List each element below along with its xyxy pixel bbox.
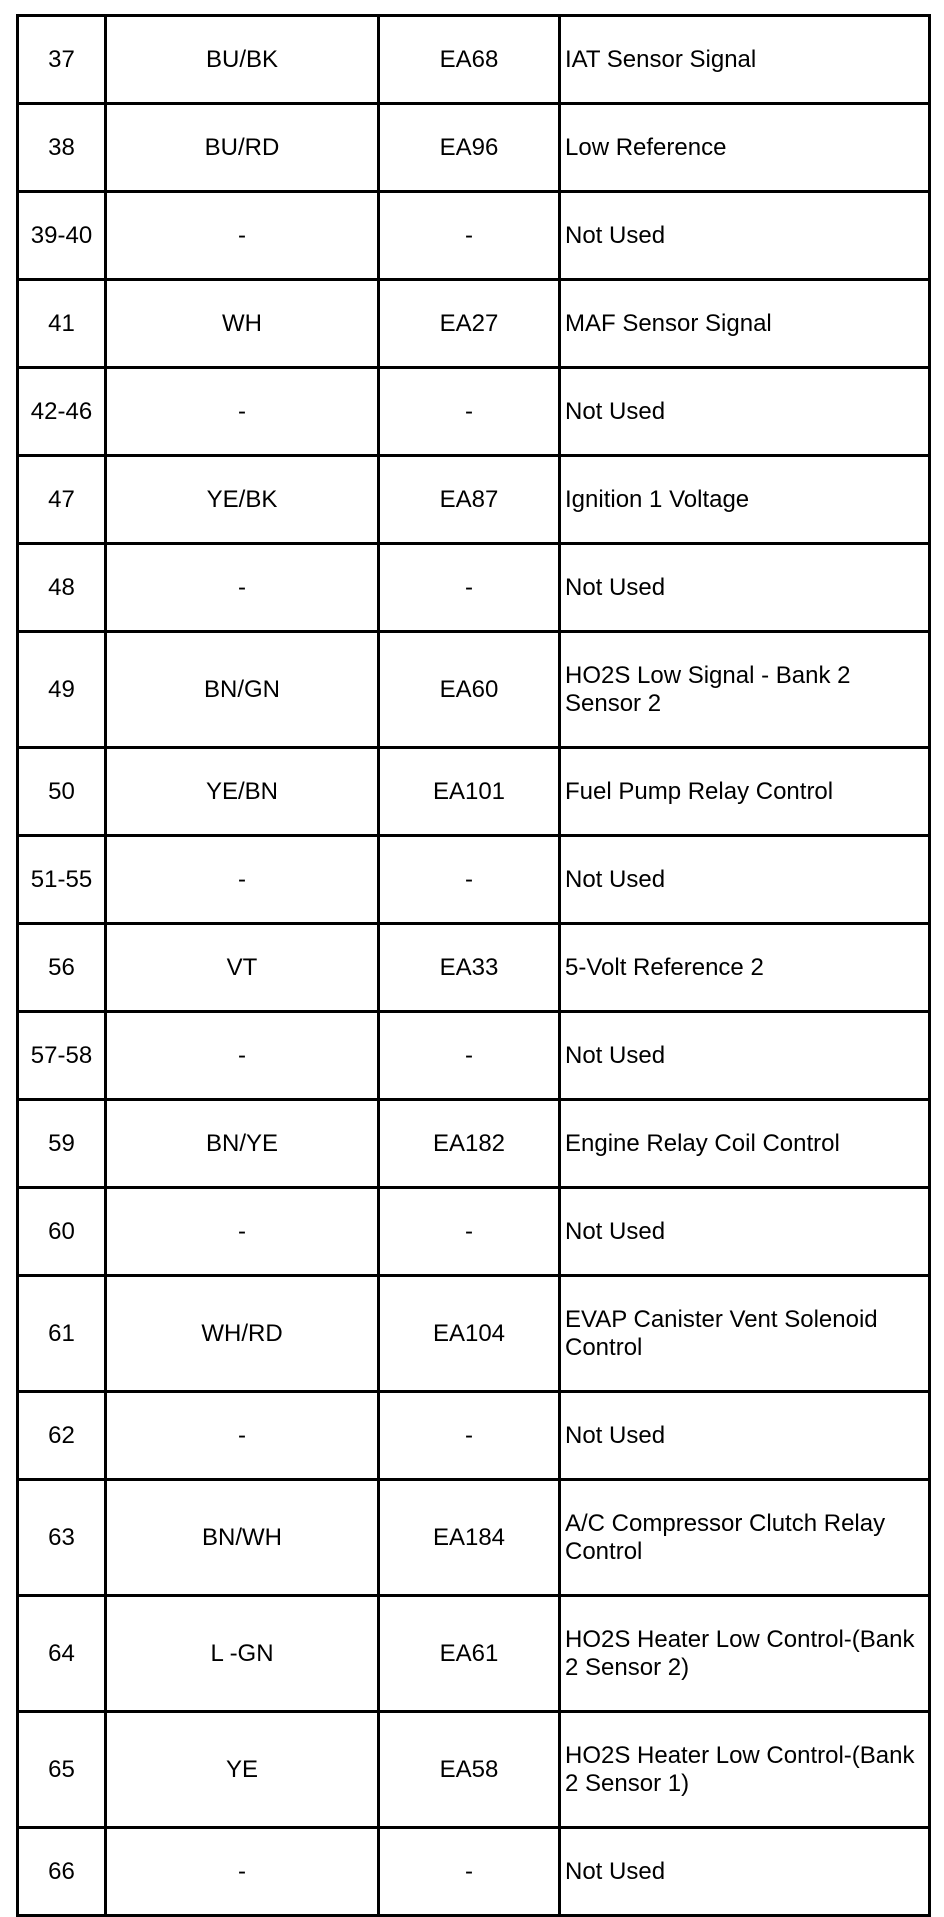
function-cell: Not Used [560,368,930,456]
pin-number-cell: 61 [18,1276,106,1392]
table-row [18,748,930,836]
circuit-number-cell: EA58 [379,1712,560,1828]
wire-color-cell: BU/RD [106,104,379,192]
circuit-number-cell: EA96 [379,104,560,192]
pin-number-cell: 60 [18,1188,106,1276]
wire-color-cell: - [106,1392,379,1480]
table-row [18,836,930,924]
function-cell: Not Used [560,1012,930,1100]
pin-number-cell: 42-46 [18,368,106,456]
wire-color-cell: BN/WH [106,1480,379,1596]
function-cell: Not Used [560,1392,930,1480]
circuit-number-cell: - [379,192,560,280]
function-cell: Not Used [560,544,930,632]
circuit-number-cell: EA33 [379,924,560,1012]
function-cell: Fuel Pump Relay Control [560,748,930,836]
function-cell: IAT Sensor Signal [560,16,930,104]
table-row [18,192,930,280]
pin-number-cell: 37 [18,16,106,104]
pin-number-cell: 59 [18,1100,106,1188]
table-row [18,1188,930,1276]
function-cell: MAF Sensor Signal [560,280,930,368]
table-row [18,16,930,104]
wire-color-cell: BN/GN [106,632,379,748]
function-cell: HO2S Low Signal - Bank 2 Sensor 2 [560,632,930,748]
function-cell: Engine Relay Coil Control [560,1100,930,1188]
function-cell: Not Used [560,1188,930,1276]
circuit-number-cell: - [379,1828,560,1916]
table-row [18,1712,930,1828]
pin-number-cell: 64 [18,1596,106,1712]
table-row [18,1828,930,1916]
pin-number-cell: 49 [18,632,106,748]
circuit-number-cell: - [379,836,560,924]
circuit-number-cell: EA104 [379,1276,560,1392]
pin-number-cell: 48 [18,544,106,632]
table-row [18,924,930,1012]
pin-number-cell: 39-40 [18,192,106,280]
pin-number-cell: 56 [18,924,106,1012]
table-row [18,456,930,544]
circuit-number-cell: - [379,1012,560,1100]
wire-color-cell: YE/BN [106,748,379,836]
wire-color-cell: WH [106,280,379,368]
pin-number-cell: 47 [18,456,106,544]
circuit-number-cell: - [379,1392,560,1480]
table-row [18,1100,930,1188]
circuit-number-cell: EA101 [379,748,560,836]
circuit-number-cell: - [379,368,560,456]
circuit-number-cell: EA27 [379,280,560,368]
function-cell: Not Used [560,192,930,280]
table-row [18,544,930,632]
function-cell: Ignition 1 Voltage [560,456,930,544]
circuit-number-cell: EA61 [379,1596,560,1712]
pin-number-cell: 62 [18,1392,106,1480]
wire-color-cell: - [106,1012,379,1100]
pin-number-cell: 63 [18,1480,106,1596]
circuit-number-cell: EA60 [379,632,560,748]
wire-color-cell: WH/RD [106,1276,379,1392]
table-row [18,280,930,368]
circuit-number-cell: EA184 [379,1480,560,1596]
pin-number-cell: 65 [18,1712,106,1828]
table-row [18,368,930,456]
wire-color-cell: - [106,1188,379,1276]
function-cell: Not Used [560,836,930,924]
table-row [18,1276,930,1392]
pin-number-cell: 57-58 [18,1012,106,1100]
pin-number-cell: 66 [18,1828,106,1916]
table-row [18,632,930,748]
circuit-number-cell: - [379,1188,560,1276]
circuit-number-cell: EA182 [379,1100,560,1188]
wire-color-cell: - [106,192,379,280]
wire-color-cell: YE/BK [106,456,379,544]
pin-number-cell: 51-55 [18,836,106,924]
wire-color-cell: L -GN [106,1596,379,1712]
function-cell: HO2S Heater Low Control-(Bank 2 Sensor 1) [560,1712,930,1828]
pin-number-cell: 41 [18,280,106,368]
wire-color-cell: BN/YE [106,1100,379,1188]
circuit-number-cell: EA68 [379,16,560,104]
wire-color-cell: VT [106,924,379,1012]
wire-color-cell: - [106,544,379,632]
table-row [18,1392,930,1480]
function-cell: HO2S Heater Low Control-(Bank 2 Sensor 2) [560,1596,930,1712]
table-row [18,1012,930,1100]
wire-color-cell: - [106,1828,379,1916]
function-cell: EVAP Canister Vent Solenoid Control [560,1276,930,1392]
circuit-number-cell: EA87 [379,456,560,544]
function-cell: Not Used [560,1828,930,1916]
function-cell: Low Reference [560,104,930,192]
connector-pinout-table [16,14,931,1917]
table-row [18,1596,930,1712]
pin-number-cell: 38 [18,104,106,192]
wire-color-cell: BU/BK [106,16,379,104]
wire-color-cell: - [106,836,379,924]
wire-color-cell: - [106,368,379,456]
wire-color-cell: YE [106,1712,379,1828]
function-cell: 5-Volt Reference 2 [560,924,930,1012]
function-cell: A/C Compressor Clutch Relay Control [560,1480,930,1596]
pin-number-cell: 50 [18,748,106,836]
table-row [18,1480,930,1596]
circuit-number-cell: - [379,544,560,632]
table-row [18,104,930,192]
